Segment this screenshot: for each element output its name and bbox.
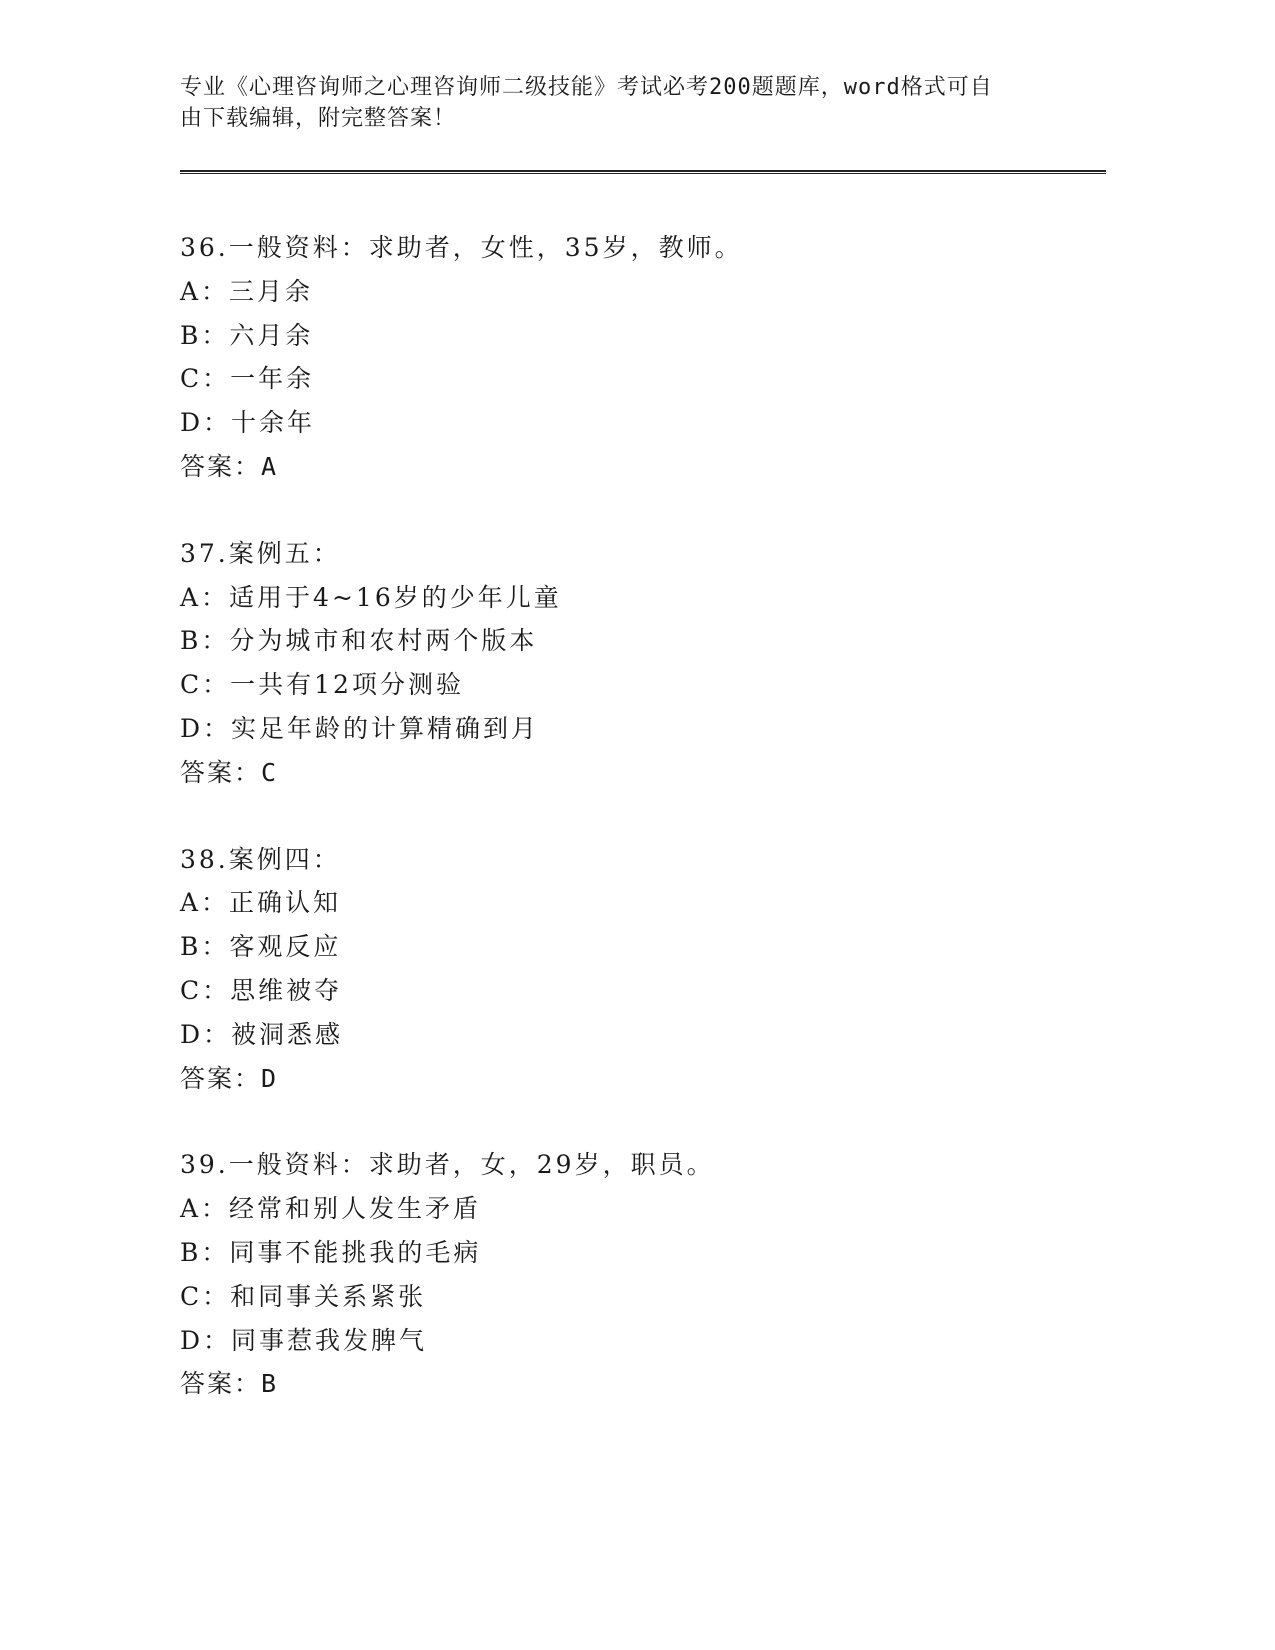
question-37 [180,532,1080,795]
option-c: C：和同事关系紧张 [180,1281,427,1311]
question-stem: 39.一般资料：求助者，女，29岁，职员。 [180,1150,715,1180]
question-38 [180,838,1080,1101]
option-a: A：正确认知 [180,888,342,918]
option-d: D：被洞悉感 [180,1019,344,1049]
header-divider [180,170,1106,174]
header-line-2: 由下载编辑，附完整答案！ [180,106,457,131]
answer-line: 答案：D [180,1063,279,1093]
answer-line: 答案：A [180,451,279,481]
question-39 [180,1143,1080,1406]
option-d: D：十余年 [180,408,316,438]
question-stem: 37.案例五： [180,538,341,568]
option-b: B：同事不能挑我的毛病 [180,1237,482,1267]
question-stem: 38.案例四： [180,844,341,874]
answer-line: 答案：B [180,1369,279,1399]
option-c: C：一年余 [180,364,315,394]
option-a: A：经常和别人发生矛盾 [180,1194,482,1224]
option-b: B：客观反应 [180,932,342,962]
option-c: C：一共有12项分测验 [180,670,464,700]
option-a: A：适用于4~16岁的少年儿童 [180,582,562,612]
document-header [180,72,1040,134]
option-d: D：实足年龄的计算精确到月 [180,713,540,743]
question-list [180,226,1080,1449]
answer-line: 答案：C [180,757,279,787]
question-36 [180,226,1080,489]
option-a: A：三月余 [180,276,314,306]
option-b: B：六月余 [180,320,314,350]
option-d: D：同事惹我发脾气 [180,1325,428,1355]
question-stem: 36.一般资料：求助者，女性，35岁，教师。 [180,233,743,262]
header-line-1: 专业《心理咨询师之心理咨询师二级技能》考试必考200题题库，word格式可自 [180,75,993,100]
option-b: B：分为城市和农村两个版本 [180,626,538,656]
option-c: C：思维被夺 [180,975,343,1005]
